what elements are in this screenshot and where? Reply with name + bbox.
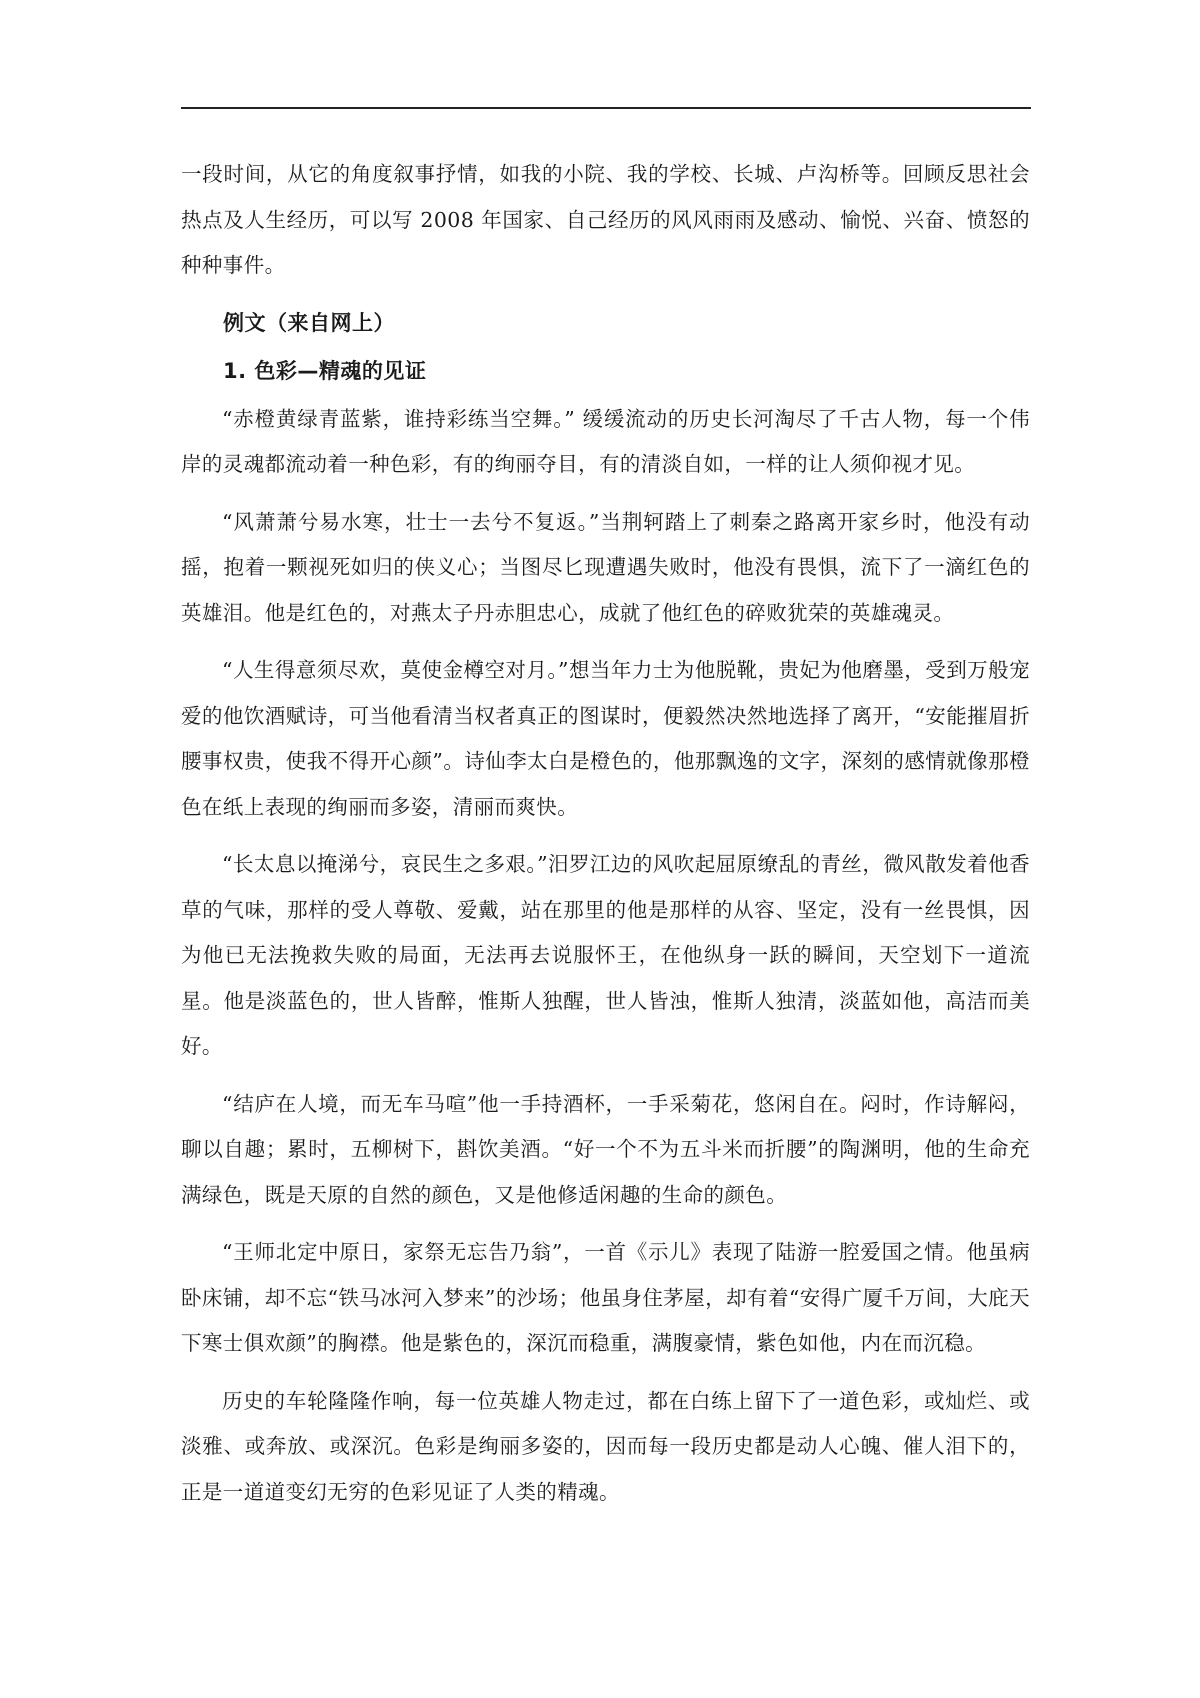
header-rule (181, 107, 1031, 109)
essay-paragraph-6: “王师北定中原日，家祭无忘告乃翁”，一首《示儿》表现了陆游一腔爱国之情。他虽病卧床铺，却不忘“铁马冰河入梦来”的沙场；他虽身住茅屋，却有着“安得广厦千万间，大庇天下寒士俱欢颜”的胸襟。他是紫色的，深沉而稳重，满腹豪情，紫色如他，内在而沉稳。 (181, 1240, 1030, 1355)
section-title: 例文（来自网上） (223, 310, 395, 335)
intro-paragraph: 一段时间，从它的角度叙事抒情，如我的小院、我的学校、长城、卢沟桥等。回顾反思社会热点及人生经历，可以写 2008 年国家、自己经历的风风雨雨及感动、愉悦、兴奋、愤怒的种种事件。 (181, 162, 1030, 277)
essay-paragraph-1: “赤橙黄绿青蓝紫，谁持彩练当空舞。” 缓缓流动的历史长河淘尽了千古人物，每一个伟岸的灵魂都流动着一种色彩，有的绚丽夺目，有的清淡自如，一样的让人须仰视才见。 (181, 406, 1030, 476)
essay-paragraph-2: “风萧萧兮易水寒，壮士一去兮不复返。”当荆轲踏上了刺秦之路离开家乡时，他没有动摇，抱着一颗视死如归的侠义心；当图尽匕现遭遇失败时，他没有畏惧，流下了一滴红色的英雄泪。他是红色的，对燕太子丹赤胆忠心，成就了他红色的碎败犹荣的英雄魂灵。 (181, 509, 1030, 625)
essay-paragraph-4: “长太息以掩涕兮，哀民生之多艰。”汨罗江边的风吹起屈原缭乱的青丝，微风散发着他香草的气味，那样的受人尊敬、爱戴，站在那里的他是那样的从容、坚定，没有一丝畏惧，因为他已无法挽救失败的局面，无法再去说服怀王，在他纵身一跃的瞬间，天空划下一道流星。他是淡蓝色的，世人皆醉，惟斯人独醒，世人皆浊，惟斯人独清，淡蓝如他，高洁而美好。 (181, 852, 1030, 1058)
essay-paragraph-7: 历史的车轮隆隆作响，每一位英雄人物走过，都在白练上留下了一道色彩，或灿烂、或淡雅、或奔放、或深沉。色彩是绚丽多姿的，因而每一段历史都是动人心魄、催人泪下的，正是一道道变幻无穷的色彩见证了人类的精魂。 (181, 1388, 1030, 1504)
essay-paragraph-5: “结庐在人境，而无车马喧”他一手持酒杯，一手采菊花，悠闲自在。闷时，作诗解闷，聊以自趣；累时，五柳树下，斟饮美酒。“好一个不为五斗米而折腰”的陶渊明，他的生命充满绿色，既是天原的自然的颜色，又是他修适闲趣的生命的颜色。 (181, 1091, 1030, 1207)
essay-paragraph-3: “人生得意须尽欢，莫使金樽空对月。”想当年力士为他脱靴，贵妃为他磨墨，受到万般宠爱的他饮酒赋诗，可当他看清当权者真正的图谋时，便毅然决然地选择了离开，“安能摧眉折腰事权贵，使我不得开心颜”。诗仙李太白是橙色的，他那飘逸的文字，深刻的感情就像那橙色在纸上表现的绚丽而多姿，清丽而爽快。 (181, 658, 1030, 819)
essay-title: 1. 色彩—精魂的见证 (223, 358, 427, 383)
document-body (181, 152, 1030, 1515)
